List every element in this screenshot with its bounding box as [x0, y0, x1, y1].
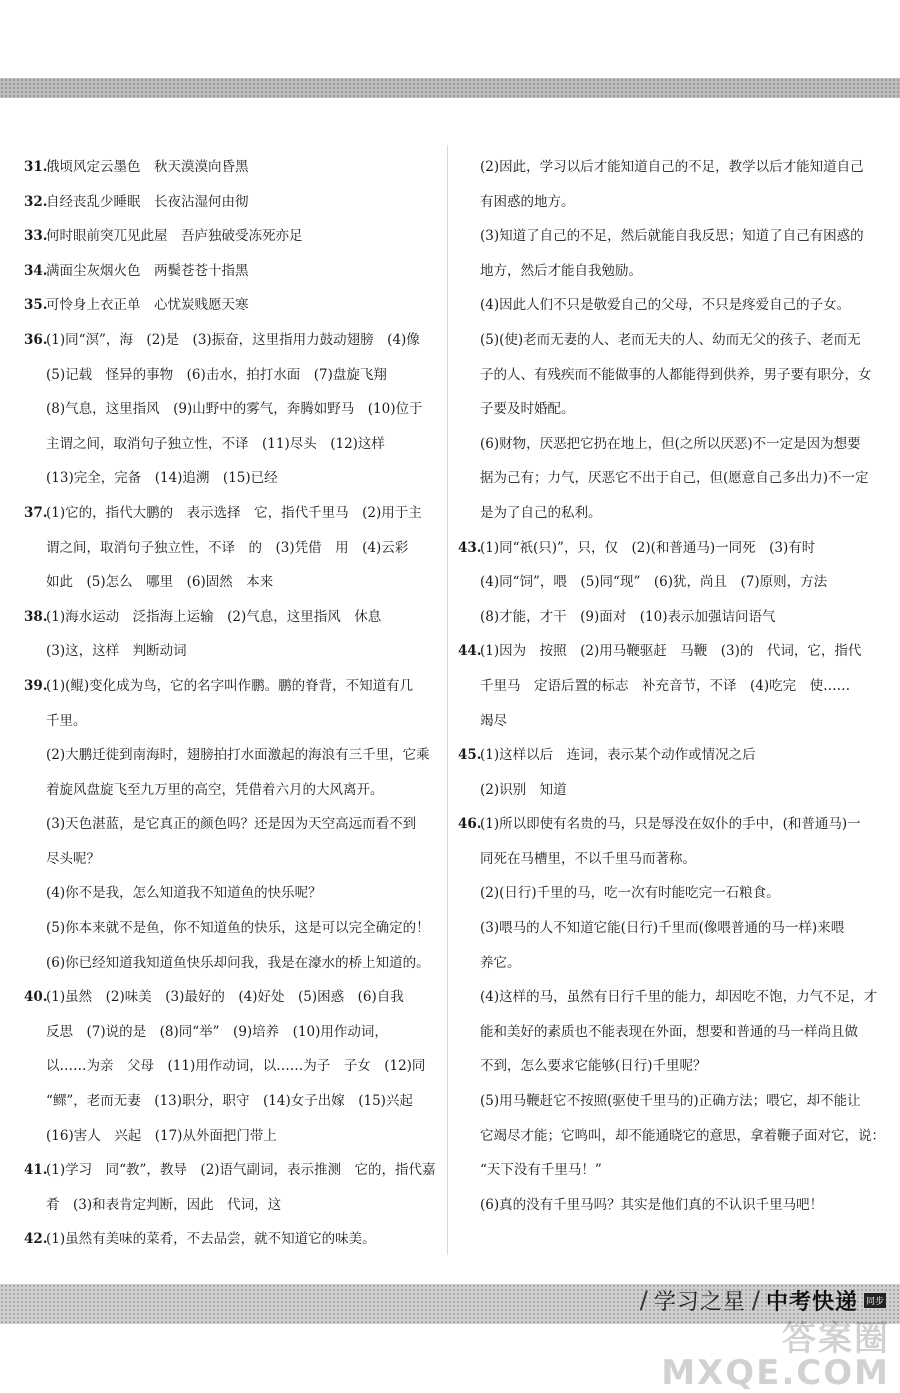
question-number: 41.	[24, 1162, 48, 1179]
answer-line: (1)因为 按照 (2)用马鞭驱赶 马鞭 (3)的 代词，它，指代	[480, 643, 862, 660]
answer-item	[24, 185, 434, 220]
answer-body	[46, 288, 434, 323]
question-number: 39.	[24, 677, 48, 694]
answer-line: (4)这样的马，虽然有日行千里的能力，却因吃不饱，力气不足，才	[480, 989, 878, 1006]
answer-line: (3)这，这样 判断动词	[46, 643, 187, 660]
answer-line: (16)害人 兴起 (17)从外面把门带上	[46, 1127, 277, 1144]
answer-item	[24, 219, 434, 254]
answer-body	[480, 150, 878, 531]
answer-line: (5)(使)老而无妻的人、老而无夫的人、幼而无父的孩子、老而无	[480, 331, 861, 348]
answer-line: (2)大鹏迁徙到南海时，翅膀拍打水面激起的海浪有三千里，它乘	[46, 747, 430, 764]
right-column	[458, 150, 885, 1222]
answer-item	[458, 150, 878, 531]
question-number: 31.	[24, 159, 48, 175]
answer-line: 肴 (3)和表肯定判断，因此 代词，这	[46, 1196, 282, 1213]
answer-item	[24, 600, 434, 669]
answer-line: 竭尽	[480, 712, 507, 729]
answer-line: (3)天色湛蓝，是它真正的颜色吗？还是因为天空高远而看不到	[46, 816, 417, 833]
answer-line: 子要及时婚配。	[480, 401, 575, 418]
answer-item	[24, 669, 434, 980]
answer-line: (1)虽然 (2)味美 (3)最好的 (4)好处 (5)困惑 (6)自我	[46, 989, 404, 1006]
answer-line: 可怜身上衣正单 心忧炭贱愿天寒	[46, 297, 249, 314]
answer-line: (5)你本来就不是鱼，你不知道鱼的快乐，这是可以完全确定的！	[46, 920, 430, 937]
answer-body	[480, 634, 878, 738]
answer-line: (5)用马鞭赶它不按照(驱使千里马的)正确方法；喂它，却不能让	[480, 1093, 861, 1110]
answer-line: 自经丧乱少睡眠 长夜沾湿何由彻	[46, 193, 249, 210]
question-number: 35.	[24, 297, 48, 314]
answer-line: (6)你已经知道我知道鱼快乐却问我，我是在濠水的桥上知道的。	[46, 954, 430, 971]
answer-body	[46, 1222, 434, 1257]
answer-body	[46, 669, 434, 980]
question-number: 40.	[24, 989, 48, 1006]
answer-item	[458, 807, 885, 1222]
answer-line: “鳏”，老而无妻 (13)职分，职守 (14)女子出嫁 (15)兴起	[46, 1093, 413, 1110]
answer-item	[24, 980, 434, 1153]
brand-slash-2: /	[751, 1286, 760, 1314]
answer-line: 着旋风盘旋飞至九万里的高空，凭借着六月的大风离开。	[46, 781, 384, 798]
question-number: 43.	[458, 539, 482, 556]
top-decorative-band	[0, 78, 900, 98]
answer-item	[458, 634, 878, 738]
watermark	[661, 1319, 890, 1393]
answer-line: (3)知道了自己的不足，然后就能自我反思；知道了自己有困惑的	[480, 228, 864, 245]
answer-body	[46, 980, 434, 1153]
answer-line: 何时眼前突兀见此屋 吾庐独破受冻死亦足	[46, 228, 303, 245]
brand-name: 学习之星	[653, 1289, 746, 1315]
answer-line: 子的人、有残疾而不能做事的人都能得到供养，男子要有职分，女	[480, 366, 872, 383]
answer-item	[24, 254, 434, 289]
watermark-line2: MXQE.COM	[661, 1353, 890, 1393]
answer-body	[480, 531, 878, 635]
answer-line: (3)喂马的人不知道它能(日行)千里而(像喂普通的马一样)来喂	[480, 920, 845, 937]
question-number: 42.	[24, 1231, 48, 1248]
watermark-line1: 答案圈	[782, 1319, 890, 1359]
answer-item	[24, 288, 434, 323]
answer-item	[458, 738, 878, 807]
answer-line: (6)财物，厌恶把它扔在地上，但(之所以厌恶)不一定是因为想要	[480, 435, 861, 452]
answer-item	[458, 531, 878, 635]
answer-line: (1)海水运动 泛指海上运输 (2)气息，这里指风 休息	[46, 608, 382, 625]
answer-line: (4)因此人们不只是敬爱自己的父母，不只是疼爱自己的子女。	[480, 297, 851, 314]
answer-line: (1)同“祇(只)”，只，仅 (2)(和普通马)一同死 (3)有时	[480, 539, 816, 556]
answer-line: 不到，怎么要求它能够(日行)千里呢？	[480, 1058, 707, 1075]
answer-body	[46, 600, 434, 669]
answer-line: 同死在马槽里，不以千里马而著称。	[480, 850, 696, 867]
answer-body	[46, 185, 434, 220]
answer-line: 如此 (5)怎么 哪里 (6)固然 本来	[46, 574, 274, 591]
answer-item	[24, 323, 434, 496]
answer-line: 千里。	[46, 712, 87, 729]
answer-line: (1)同“溟”，海 (2)是 (3)振奋，这里指用力鼓动翅膀 (4)像	[46, 331, 420, 348]
answer-item	[24, 1153, 434, 1222]
answer-line: (1)虽然有美味的菜肴，不去品尝，就不知道它的味美。	[46, 1231, 376, 1248]
question-number: 32.	[24, 193, 48, 210]
brand-slash: /	[639, 1286, 648, 1314]
answer-line: 养它。	[480, 954, 521, 971]
answer-body	[46, 1153, 436, 1222]
question-number: 45.	[458, 747, 482, 764]
question-number: 34.	[24, 262, 48, 279]
footer-brand	[640, 1284, 886, 1316]
answer-body	[480, 738, 878, 807]
answer-line: (2)(日行)千里的马，吃一次有时能吃完一石粮食。	[480, 885, 780, 902]
brand-tag: 同步	[864, 1293, 886, 1308]
answer-line: 俄顷风定云墨色 秋天漠漠向昏黑	[46, 159, 249, 175]
answer-line: (13)完全，完备 (14)追溯 (15)已经	[46, 470, 278, 487]
answer-item	[24, 1222, 434, 1257]
answer-line: (8)气息，这里指风 (9)山野中的雾气，奔腾如野马 (10)位于	[46, 401, 423, 418]
question-number: 38.	[24, 608, 48, 625]
answer-line: (1)学习 同“教”，教导 (2)语气副词，表示推测 它的，指代嘉	[46, 1162, 436, 1179]
answer-line: (2)因此，学习以后才能知道自己的不足，教学以后才能知道自己	[480, 159, 864, 175]
question-number: 36.	[24, 331, 48, 348]
answer-body	[480, 807, 885, 1222]
answer-body	[46, 219, 434, 254]
answer-line: (8)才能，才干 (9)面对 (10)表示加强诘问语气	[480, 608, 776, 625]
answer-line: 尽头呢？	[46, 850, 100, 867]
question-number: 33.	[24, 228, 48, 245]
answer-line: (6)真的没有千里马吗？其实是他们真的不认识千里马吧！	[480, 1196, 824, 1213]
answer-line: 它竭尽才能；它鸣叫，却不能通晓它的意思，拿着鞭子面对它，说：	[480, 1127, 885, 1144]
answer-line: 据为己有；力气，厌恶它不出于自己，但(愿意自己多出力)不一定	[480, 470, 869, 487]
answer-line: 是为了自己的私利。	[480, 504, 602, 521]
answer-line: (2)识别 知道	[480, 781, 567, 798]
question-number	[458, 150, 480, 531]
answer-line: 主谓之间，取消句子独立性，不译 (11)尽头 (12)这样	[46, 435, 385, 452]
answer-line: 反思 (7)说的是 (8)同“举” (9)培养 (10)用作动词，	[46, 1023, 388, 1040]
answer-line: 千里马 定语后置的标志 补充音节，不译 (4)吃完 使……	[480, 677, 851, 694]
question-number: 44.	[458, 643, 482, 660]
brand-sub: 中考快递	[765, 1289, 858, 1315]
answer-line: (4)同“饲”，喂 (5)同“现” (6)犹，尚且 (7)原则，方法	[480, 574, 828, 591]
answer-line: 谓之间，取消句子独立性，不译 的 (3)凭借 用 (4)云彩	[46, 539, 409, 556]
answer-item	[24, 496, 434, 600]
left-column	[24, 150, 434, 1257]
answer-line: (1)所以即使有名贵的马，只是辱没在奴仆的手中，(和普通马)一	[480, 816, 861, 833]
answer-body	[46, 254, 434, 289]
answer-line: “天下没有千里马！”	[480, 1162, 602, 1179]
answer-body	[46, 150, 434, 185]
answer-line: 地方，然后才能自我勉励。	[480, 262, 642, 279]
question-number: 46.	[458, 816, 482, 833]
answer-line: 以……为亲 父母 (11)用作动词，以……为子 子女 (12)同	[46, 1058, 426, 1075]
answer-line: (1)这样以后 连词，表示某个动作或情况之后	[480, 747, 756, 764]
answer-line: (4)你不是我，怎么知道我不知道鱼的快乐呢？	[46, 885, 322, 902]
answer-line: (5)记载 怪异的事物 (6)击水，拍打水面 (7)盘旋飞翔	[46, 366, 387, 383]
answer-line: (1)(鲲)变化成为鸟，它的名字叫作鹏。鹏的脊背，不知道有几	[46, 677, 414, 694]
answer-line: 有困惑的地方。	[480, 193, 575, 210]
answer-line: (1)它的，指代大鹏的 表示选择 它，指代千里马 (2)用于主	[46, 504, 422, 521]
answer-line: 满面尘灰烟火色 两鬓苍苍十指黑	[46, 262, 249, 279]
answer-body	[46, 496, 434, 600]
answer-body	[46, 323, 434, 496]
answer-line: 能和美好的素质也不能表现在外面，想要和普通的马一样尚且做	[480, 1023, 858, 1040]
answer-item	[24, 150, 434, 185]
column-divider	[447, 145, 448, 1255]
question-number: 37.	[24, 504, 48, 521]
